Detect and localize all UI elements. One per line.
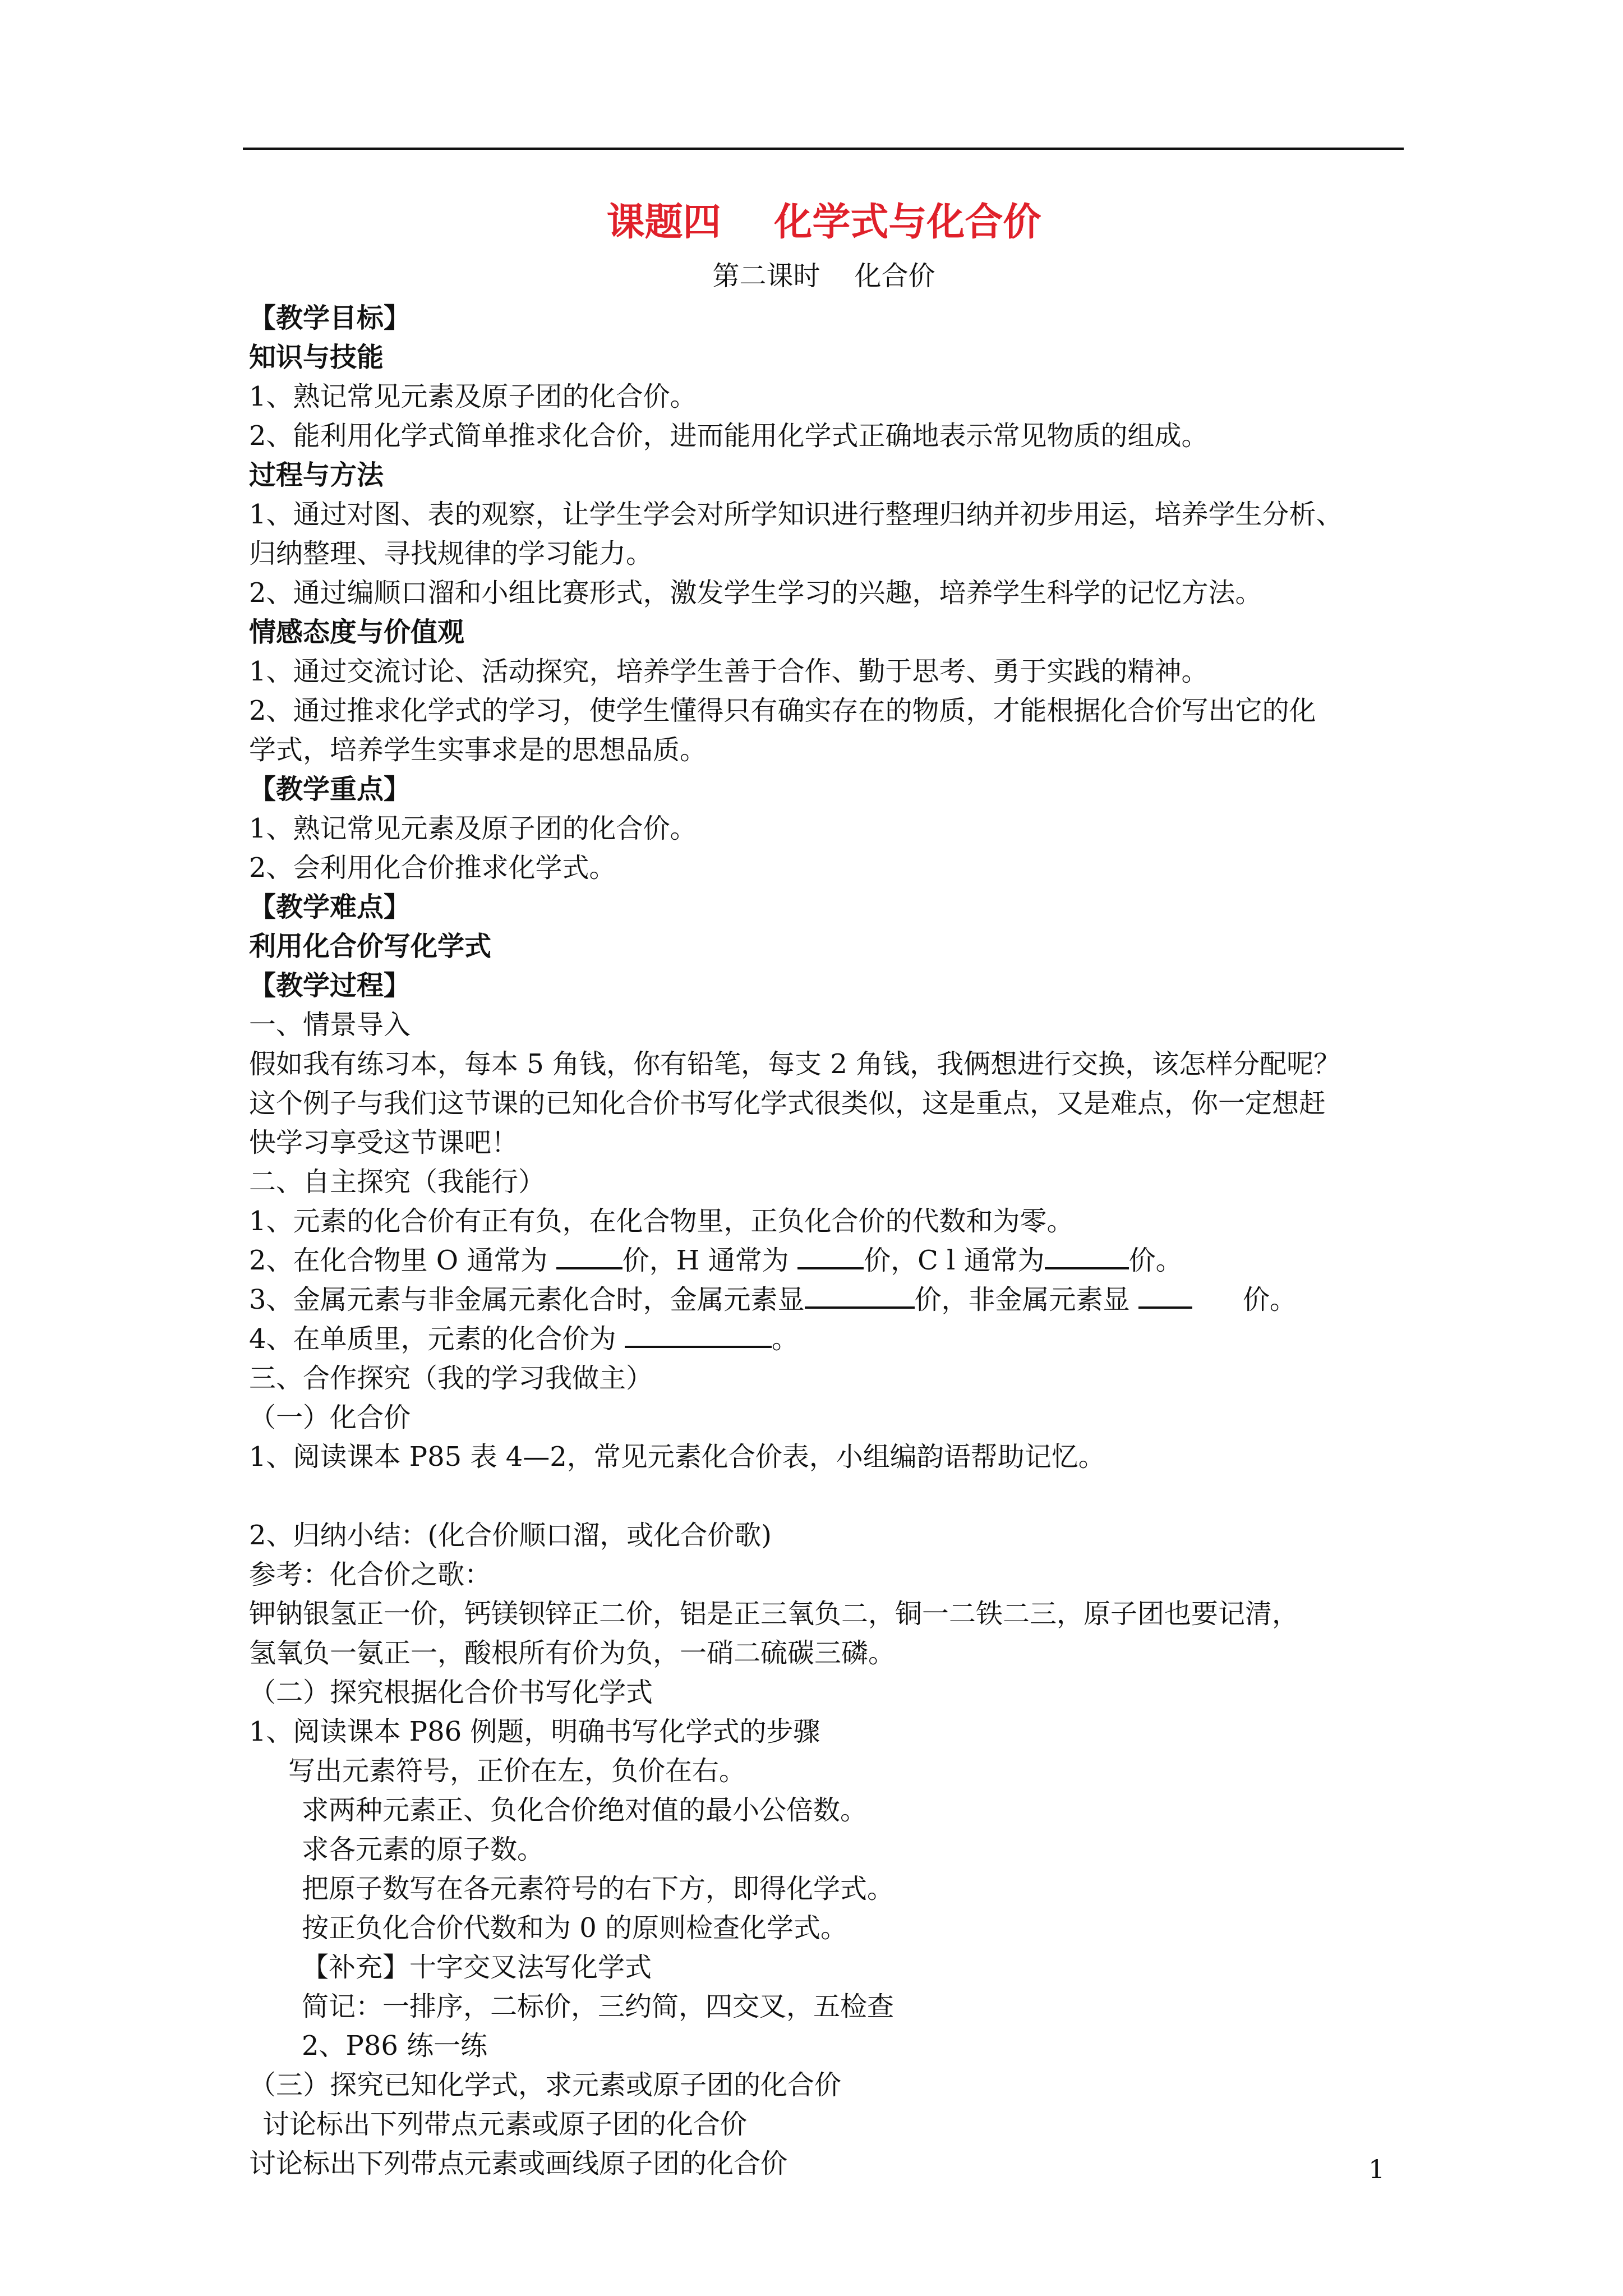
fill-text: 价，C l 通常为: [864, 1245, 1045, 1276]
sub3-line: 讨论标出下列带点元素或画线原子团的化合价: [249, 2148, 788, 2179]
self-study-line: 1、元素的化合价有正有负，在化合物里，正负化合价的代数和为零。: [249, 1205, 1074, 1237]
key-point-item: 2、会利用化合价推求化学式。: [249, 852, 616, 884]
objectives-heading: 【教学目标】: [249, 302, 411, 334]
emotion-heading: 情感态度与价值观: [249, 616, 465, 648]
page-number: 1: [1368, 2154, 1385, 2184]
coop-heading: 三、合作探究（我的学习我做主）: [249, 1363, 653, 1394]
step-item: 按正负化合价代数和为 0 的原则检查化学式。: [302, 1912, 848, 1944]
key-point-item: 1、熟记常见元素及原子团的化合价。: [249, 813, 697, 844]
fill-text: 2、在化合物里 O 通常为: [249, 1245, 556, 1276]
document-page: [249, 191, 1399, 2183]
difficulty-text: 利用化合价写化学式: [249, 931, 492, 962]
emotion-line: 2、通过推求化学式的学习，使学生懂得只有确实存在的物质，才能根据化合价写出它的化: [249, 695, 1316, 726]
answer-blank[interactable]: [625, 1323, 772, 1348]
fill-blank-line: [249, 1280, 1399, 1319]
self-study-heading: 二、自主探究（我能行）: [249, 1166, 546, 1198]
reference-label: 参考：化合价之歌：: [249, 1559, 492, 1590]
key-points-heading: 【教学重点】: [249, 774, 411, 805]
answer-blank[interactable]: [1045, 1245, 1129, 1269]
procedure-heading: 【教学过程】: [249, 970, 411, 1001]
step-item: 求各元素的原子数。: [302, 1834, 545, 1865]
step-item: 求两种元素正、负化合价绝对值的最小公倍数。: [302, 1795, 868, 1826]
mnemonic-line: 简记：一排序，二标价，三约简，四交叉，五检查: [302, 1991, 895, 2022]
supplement-heading: 【补充】十字交叉法写化学式: [302, 1952, 652, 1983]
sub1-heading: （一）化合价: [249, 1402, 411, 1433]
sub3-line: 讨论标出下列带点元素或原子团的化合价: [262, 2109, 748, 2140]
answer-blank[interactable]: [805, 1284, 915, 1309]
intro-line: 这个例子与我们这节课的已知化合价书写化学式很类似，这是重点，又是难点，你一定想赶: [249, 1088, 1326, 1119]
fill-blank-line: [249, 1319, 1399, 1359]
fill-text: 价。: [1128, 1245, 1183, 1276]
song-line: 钾钠银氢正一价，钙镁钡锌正二价，铝是正三氧负二，铜一二铁二三，原子团也要记清，: [249, 1598, 1299, 1630]
knowledge-heading: 知识与技能: [249, 342, 384, 373]
sub1-item: 1、阅读课本 P85 表 4—2，常见元素化合价表，小组编韵语帮助记忆。: [249, 1441, 1105, 1473]
intro-line: 快学习享受这节课吧！: [249, 1127, 519, 1158]
sub2-heading: （二）探究根据化合价书写化学式: [249, 1677, 653, 1708]
blank-space: [249, 1476, 1399, 1516]
intro-line: 假如我有练习本，每本 5 角钱，你有铅笔，每支 2 角钱，我俩想进行交换，该怎样分配呢？: [249, 1048, 1341, 1080]
process-heading: 过程与方法: [249, 459, 384, 491]
process-line: 归纳整理、寻找规律的学习能力。: [249, 538, 653, 569]
answer-blank[interactable]: [1138, 1284, 1192, 1309]
step-item: 写出元素符号，正价在左，负价在右。: [288, 1755, 746, 1787]
process-line: 1、通过对图、表的观察，让学生学会对所学知识进行整理归纳并初步用运，培养学生分析、: [249, 499, 1343, 530]
emotion-line: 1、通过交流讨论、活动探究，培养学生善于合作、勤于思考、勇于实践的精神。: [249, 656, 1209, 687]
fill-text: 。: [771, 1323, 799, 1355]
document-subtitle: 第二课时 化合价: [712, 260, 935, 292]
answer-blank[interactable]: [797, 1245, 864, 1269]
emotion-line: 学式，培养学生实事求是的思想品质。: [249, 734, 707, 766]
fill-text: 价，非金属元素显: [914, 1284, 1138, 1315]
song-line: 氢氧负一氨正一，酸根所有价为负，一硝二硫碳三磷。: [249, 1637, 896, 1669]
fill-text: 3、金属元素与非金属元素化合时，金属元素显: [249, 1284, 805, 1315]
knowledge-item: 1、熟记常见元素及原子团的化合价。: [249, 381, 697, 412]
fill-blank-line: [249, 1241, 1399, 1280]
fill-text: 价。: [1242, 1284, 1297, 1315]
intro-heading: 一、情景导入: [249, 1009, 411, 1041]
fill-text: 4、在单质里，元素的化合价为: [249, 1323, 625, 1355]
step-item: 把原子数写在各元素符号的右下方，即得化学式。: [302, 1873, 895, 1904]
sub1-item: 2、归纳小结：(化合价顺口溜，或化合价歌): [249, 1520, 772, 1551]
knowledge-item: 2、能利用化学式简单推求化合价，进而能用化学式正确地表示常见物质的组成。: [249, 420, 1209, 452]
document-title: 课题四 化学式与化合价: [606, 200, 1041, 245]
sub3-heading: （三）探究已知化学式，求元素或原子团的化合价: [249, 2069, 842, 2101]
sub2-item: 1、阅读课本 P86 例题，明确书写化学式的步骤: [249, 1716, 820, 1747]
answer-blank[interactable]: [556, 1245, 623, 1269]
fill-text: 价，H 通常为: [622, 1245, 798, 1276]
header-rule: [243, 148, 1404, 150]
process-line: 2、通过编顺口溜和小组比赛形式，激发学生学习的兴趣，培养学生科学的记忆方法。: [249, 577, 1262, 609]
sub2-item: 2、P86 练一练: [302, 2030, 488, 2062]
difficulty-heading: 【教学难点】: [249, 891, 411, 923]
